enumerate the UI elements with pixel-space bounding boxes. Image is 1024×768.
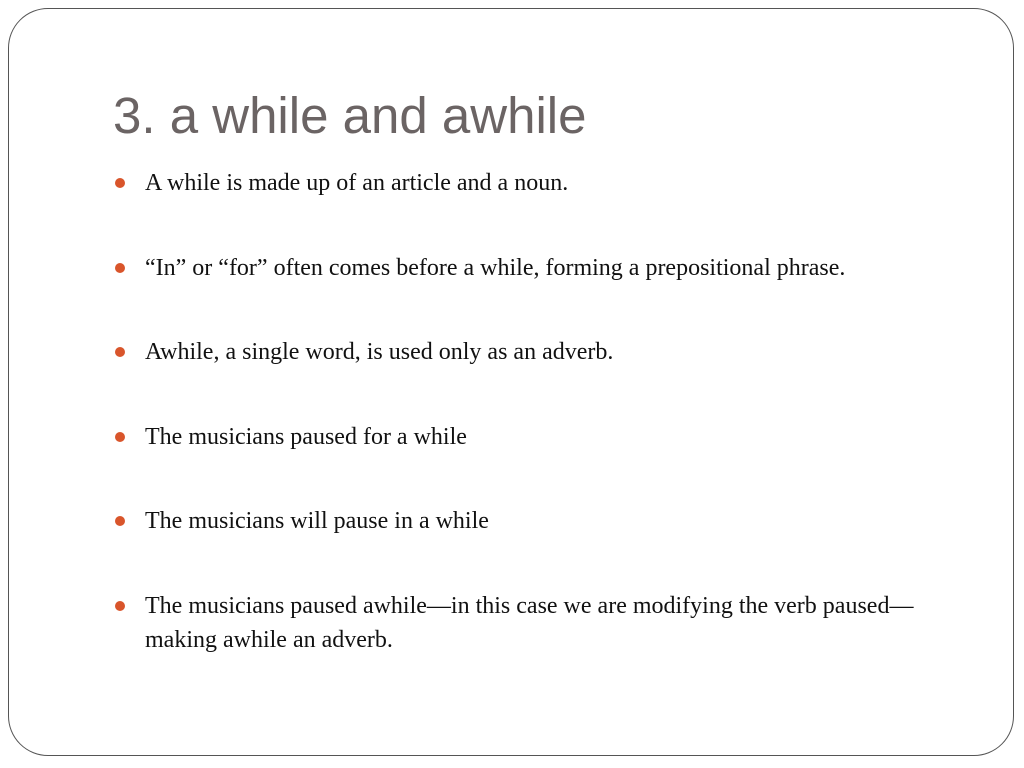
bullet-dot-icon xyxy=(115,263,125,273)
bullet-item xyxy=(113,251,963,285)
bullet-dot-icon xyxy=(115,347,125,357)
bullet-dot-icon xyxy=(115,601,125,611)
bullet-dot-icon xyxy=(115,178,125,188)
bullet-text: Awhile, a single word, is used only as an adverb. xyxy=(145,339,614,365)
bullet-text: A while is made up of an article and a noun. xyxy=(145,170,569,196)
bullet-item xyxy=(113,166,963,200)
bullet-text: The musicians paused for a while xyxy=(145,424,467,450)
bullet-item xyxy=(113,335,963,369)
bullet-item xyxy=(113,589,963,657)
bullet-text: The musicians paused awhile—in this case we are modifying the verb paused—making awhile an adverb. xyxy=(145,593,914,653)
slide-title: 3. a while and awhile xyxy=(113,87,587,144)
bullet-text: The musicians will pause in a while xyxy=(145,508,489,534)
bullet-item xyxy=(113,420,963,454)
bullet-item xyxy=(113,504,963,538)
bullet-text: “In” or “for” often comes before a while, forming a prepositional phrase. xyxy=(145,255,846,281)
bullet-dot-icon xyxy=(115,432,125,442)
bullet-dot-icon xyxy=(115,516,125,526)
